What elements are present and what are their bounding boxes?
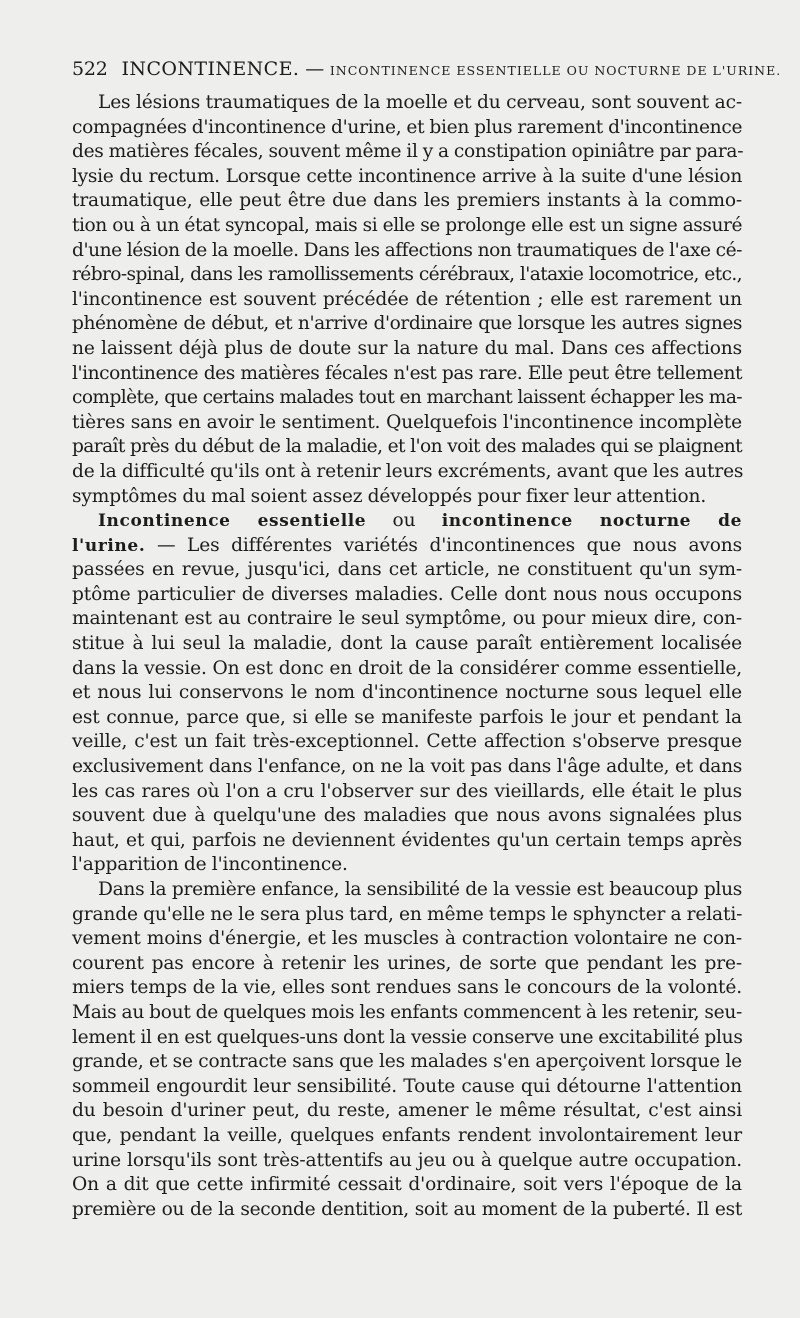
text-line: les cas rares où l'on a cru l'observer sur des vieillards, elle était le plus — [72, 780, 742, 802]
text-line: haut, et qui, parfois ne deviennent évidentes qu'un certain temps après — [72, 829, 742, 851]
text-line: grande, et se contracte sans que les malades s'en aperçoivent lorsque le — [72, 1051, 742, 1073]
text-line: compagnées d'incontinence d'urine, et bien plus rarement d'incontinence — [72, 116, 743, 138]
text-line: traumatique, elle peut être due dans les premiers instants à la commo- — [72, 190, 742, 212]
text-line: tion ou à un état syncopal, mais si elle se prolonge elle est un signe assuré — [72, 214, 742, 236]
text-line: l'apparition de l'incontinence. — [72, 854, 348, 876]
text-line: grande qu'elle ne le sera plus tard, en même temps le sphyncter a relati- — [72, 903, 743, 925]
section-heading-continued: incontinence nocturne de — [441, 511, 743, 532]
page-number: 522 — [72, 58, 108, 80]
text-line: Mais au bout de quelques mois les enfants commencent à les retenir, seu- — [72, 1001, 742, 1023]
text-line: est connue, parce que, si elle se manifeste parfois le jour et pendant la — [72, 706, 742, 728]
text-line: exclusivement dans l'enfance, on ne la voit pas dans l'âge adulte, et dans — [72, 756, 742, 778]
text-line: du besoin d'uriner peut, du reste, amener le même résultat, c'est ainsi — [72, 1100, 742, 1122]
text-line: On a dit que cette infirmité cessait d'ordinaire, soit vers l'époque de la — [72, 1174, 742, 1196]
text-line: Les lésions traumatiques de la moelle et du cerveau, sont souvent ac- — [98, 92, 742, 113]
text-line: rébro-spinal, dans les ramollissements cérébraux, l'ataxie locomotrice, etc., — [72, 264, 742, 286]
text-line: et nous lui conservons le nom d'incontinence nocturne sous lequel elle — [72, 682, 742, 704]
text-line: veille, c'est un fait très-exceptionnel. Cette affection s'observe presque — [72, 731, 742, 753]
paragraph-3 — [72, 878, 742, 1222]
text-line: première ou de la seconde dentition, soit au moment de la puberté. Il est — [72, 1198, 742, 1220]
section-title: INCONTINENCE. — [121, 58, 300, 80]
text-line: d'une lésion de la moelle. Dans les affections non traumatiques de l'axe cé- — [72, 239, 742, 261]
text-line: Dans la première enfance, la sensibilité de la vessie est beaucoup plus — [98, 879, 742, 900]
text-line: tières sans en avoir le sentiment. Quelquefois l'incontinence incomplète — [72, 411, 742, 433]
text-line: sommeil engourdit leur sensibilité. Toute cause qui détourne l'attention — [72, 1075, 742, 1097]
text-line: de la difficulté qu'ils ont à retenir leurs excréments, avant que les autres — [72, 460, 744, 482]
text-line: paraît près du début de la maladie, et l'on voit des malades qui se plaignent — [72, 436, 742, 458]
text-line: ptôme particulier de diverses maladies. Celle dont nous nous occupons — [72, 583, 742, 605]
text-line: vement moins d'énergie, et les muscles à contraction volontaire ne con- — [72, 928, 742, 950]
text-line: passées en revue, jusqu'ici, dans cet article, ne constituent qu'un sym- — [72, 559, 742, 581]
paragraph-1 — [72, 91, 742, 509]
text-line: l'incontinence est souvent précédée de rétention ; elle est rarement un — [72, 288, 742, 310]
text-line: souvent due à quelqu'une des maladies que nous avons signalées plus — [72, 805, 742, 827]
text-line: complète, que certains malades tout en marchant laissent échapper les ma- — [72, 387, 742, 409]
running-header — [72, 56, 782, 84]
text-line-rest: — Les différentes variétés d'incontinences que nous avons — [156, 534, 742, 556]
header-dash: — — [305, 58, 324, 80]
body-text — [72, 91, 742, 1222]
text-line: lement il en est quelques-uns dont la vessie conserve une excitabilité plus — [72, 1026, 743, 1048]
text-line: miers temps de la vie, elles sont rendues sans le concours de la volonté. — [72, 977, 742, 999]
text-line: ne laissent déjà plus de doute sur la nature du mal. Dans ces affections — [72, 337, 742, 359]
text-line — [72, 534, 742, 559]
text-line: courent pas encore à retenir les urines, de sorte que pendant les pre- — [72, 952, 742, 974]
text-line: que, pendant la veille, quelques enfants rendent involontairement leur — [72, 1124, 742, 1146]
text-line: symptômes du mal soient assez développés pour fixer leur attention. — [72, 485, 707, 507]
running-subtitle: INCONTINENCE ESSENTIELLE OU NOCTURNE DE L'URINE. — [329, 63, 782, 78]
text-line: des matières fécales, souvent même il y a constipation opiniâtre par para- — [72, 141, 744, 163]
section-heading-line — [72, 509, 742, 534]
text-line: dans la vessie. On est donc en droit de la considérer comme essentielle, — [72, 657, 742, 679]
text-line: urine lorsqu'ils sont très-attentifs au jeu ou à quelque autre occupation. — [72, 1149, 742, 1171]
section-heading: Incontinence essentielle — [98, 511, 367, 532]
text-line: maintenant est au contraire le seul symptôme, ou pour mieux dire, con- — [72, 608, 742, 630]
heading-conjunction: ou — [392, 510, 416, 532]
text-line: phénomène de début, et n'arrive d'ordinaire que lorsque les autres signes — [72, 313, 742, 335]
text-line: l'incontinence des matières fécales n'est pas rare. Elle peut être tellement — [72, 362, 742, 384]
text-line: lysie du rectum. Lorsque cette incontinence arrive à la suite d'une lésion — [72, 165, 742, 187]
paragraph-2 — [72, 509, 742, 878]
text-line: stitue à lui seul la maladie, dont la cause paraît entièrement localisée — [72, 633, 742, 655]
section-heading-end: l'urine. — [72, 535, 146, 556]
